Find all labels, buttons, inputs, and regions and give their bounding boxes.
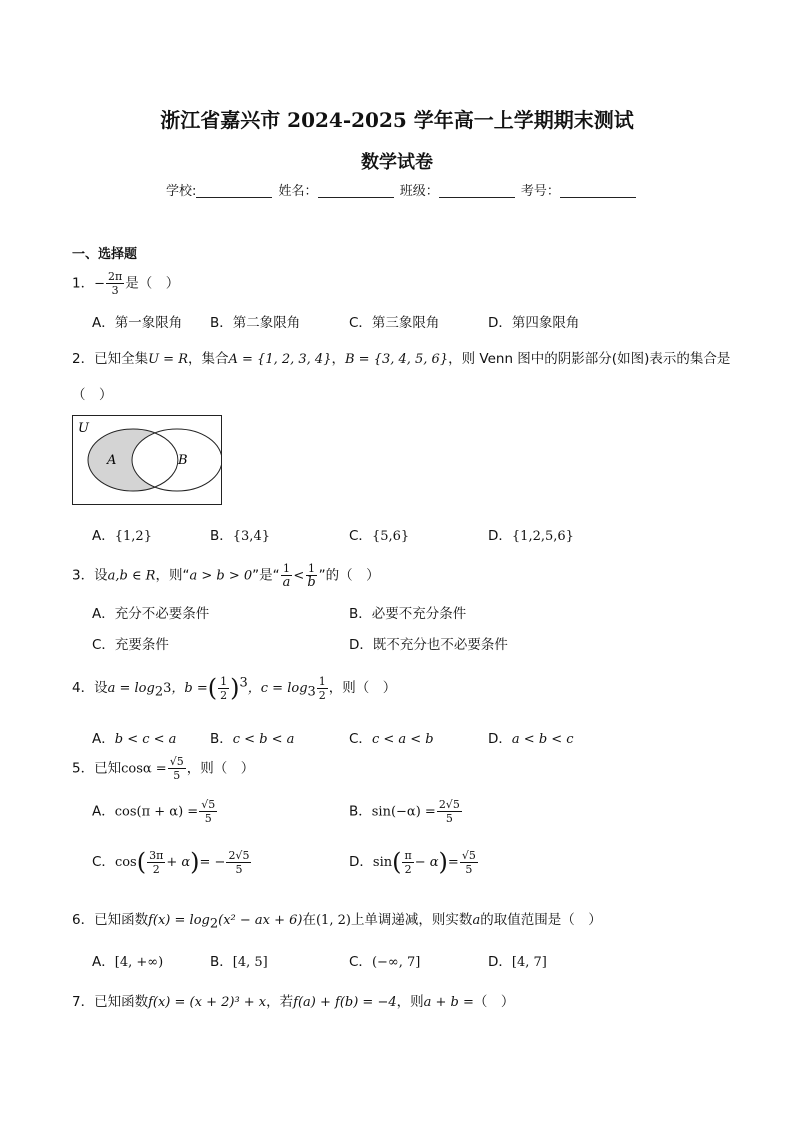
option-letter: B． (349, 803, 372, 820)
frac-num: 2√5 (228, 848, 250, 862)
log-base: 3 (307, 684, 316, 700)
math-universal-set: U = R (148, 352, 188, 367)
question-number: 7． (72, 994, 95, 1010)
frac-num: 1 (220, 674, 228, 688)
option-letter: A． (92, 954, 115, 970)
question-number: 3． (72, 567, 95, 584)
math-variable: a (472, 913, 481, 928)
fraction (106, 270, 124, 297)
option-letter: A． (92, 528, 115, 544)
option-value: {1,2} (114, 529, 152, 544)
option-letter: D． (488, 528, 512, 544)
stem-text: 已知函数 (94, 912, 149, 928)
stem-text: 已知函数 (94, 994, 149, 1010)
math-a-log: a = log (107, 681, 155, 696)
q5-option-c[interactable] (92, 848, 252, 876)
math-condition: f(a) + f(b) = −4 (293, 995, 397, 1010)
frac-den: b (307, 575, 316, 590)
class-label: 班级： (399, 184, 439, 199)
frac-den: 2 (152, 862, 160, 876)
right-paren: ) (190, 848, 200, 876)
fraction (218, 675, 229, 702)
q1-option-c[interactable]: C．第三象限角 (349, 315, 440, 331)
option-letter: B． (210, 731, 233, 747)
question-1-stem (72, 270, 179, 297)
q4-option-b[interactable] (210, 727, 294, 747)
question-number: 5． (72, 760, 95, 777)
stem-text: 上单调递减，则实数 (350, 912, 473, 928)
q2-option-a[interactable] (92, 524, 152, 544)
school-label: 学校: (166, 184, 197, 199)
question-4-stem (72, 674, 396, 702)
name-blank[interactable] (318, 183, 394, 198)
q2-option-d[interactable] (488, 524, 574, 544)
frac-num: 1 (307, 562, 315, 575)
right-paren: ) (438, 848, 448, 876)
math-expression: a + b = (423, 995, 474, 1010)
frac-den: 2 (404, 862, 412, 876)
option-expr: sin(−α) = (371, 804, 436, 820)
venn-label-u: U (78, 421, 89, 436)
option-expr: cos(π + α) = (114, 804, 199, 820)
log-argument: 3 (163, 681, 172, 696)
frac-num: √5 (169, 755, 184, 768)
frac-den: 5 (445, 812, 453, 825)
venn-label-b: B (178, 453, 188, 468)
minus-sign: − (94, 276, 105, 292)
left-paren: ( (136, 848, 147, 876)
option-letter: A． (92, 803, 115, 820)
q3-option-a[interactable]: A．充分不必要条件 (92, 606, 210, 622)
frac-den: a (282, 575, 291, 590)
q3-option-d[interactable]: D．既不充分也不必要条件 (349, 637, 508, 653)
log-argument: (x² − ax + 6) (218, 913, 303, 928)
option-expr: = − (199, 855, 226, 870)
math-function: f(x) = (x + 2)³ + x (148, 995, 267, 1010)
frac-num: 3π (149, 848, 164, 862)
math-interval: (1, 2) (315, 913, 351, 928)
frac-num: √5 (201, 798, 216, 811)
question-7-stem (72, 990, 514, 1010)
exam-no-label: 考号： (520, 184, 560, 199)
venn-svg (73, 416, 221, 504)
q4-option-c[interactable] (349, 727, 434, 747)
option-value: b < c < a (114, 732, 177, 747)
math-c-log: ，c = log (247, 681, 308, 696)
exam-title: 浙江省嘉兴市 2024-2025 学年高一上学期期末测试 (160, 108, 634, 132)
q6-option-c[interactable] (349, 950, 420, 970)
fraction (305, 562, 317, 589)
stem-text: ，则（ ） (186, 760, 255, 777)
question-6-stem (72, 908, 602, 932)
stem-text: 设 (94, 567, 108, 584)
q2-answer-paren: （ ） (72, 387, 113, 403)
frac-den: 5 (465, 862, 473, 876)
school-blank[interactable] (196, 183, 272, 198)
q5-option-b[interactable] (349, 798, 463, 825)
exponent: 3 (239, 675, 248, 691)
q6-option-d[interactable] (488, 950, 547, 970)
stem-text: ，则（ ） (328, 680, 397, 696)
math-condition: a > b > 0 (189, 568, 253, 584)
question-number: 6． (72, 912, 95, 928)
stem-text: 的取值范围是（ ） (480, 912, 602, 928)
q5-option-d[interactable] (349, 848, 479, 876)
math-set-a: A = {1, 2, 3, 4} (228, 352, 332, 367)
q3-option-c[interactable]: C．充要条件 (92, 637, 169, 653)
stem-text: ”是“ (252, 567, 280, 584)
option-expr: + α (166, 855, 191, 870)
stem-text: 是（ ） (125, 275, 180, 292)
option-value: c < a < b (371, 732, 434, 747)
venn-label-a: A (107, 453, 117, 468)
left-paren: ( (207, 674, 218, 702)
option-letter: B． (210, 528, 233, 544)
frac-den: 2 (220, 688, 228, 702)
q3-option-b[interactable]: B．必要不充分条件 (349, 606, 467, 622)
option-value: (−∞, 7] (371, 955, 421, 970)
option-letter: D． (488, 731, 512, 747)
frac-num: √5 (461, 848, 476, 862)
option-letter: B． (210, 954, 233, 970)
fraction (147, 849, 165, 876)
option-value: a < b < c (511, 732, 574, 747)
option-letter: D． (349, 854, 373, 870)
stem-text: 设 (94, 680, 108, 696)
name-label: 姓名： (278, 184, 318, 199)
math-cos-alpha: cosα = (121, 761, 167, 777)
q6-option-a[interactable] (92, 950, 163, 970)
fraction (460, 849, 478, 876)
question-5-stem (72, 755, 254, 782)
math-ab-real: a,b ∈ R (107, 568, 156, 584)
q4-option-d[interactable] (488, 727, 574, 747)
fraction (317, 675, 328, 702)
stem-text: 已知全集 (94, 351, 149, 367)
log-base: 2 (209, 916, 219, 932)
log-base: 2 (154, 684, 164, 700)
option-letter: A． (92, 731, 115, 747)
question-number: 1． (72, 275, 95, 292)
student-info-row (166, 180, 638, 199)
stem-text: （ ） (473, 994, 515, 1010)
option-expr: cos (114, 855, 137, 870)
frac-den: 5 (235, 862, 243, 876)
stem-text: ，集合 (188, 351, 229, 367)
set-b-circle (132, 429, 221, 491)
exam-subtitle: 数学试卷 (361, 152, 433, 173)
q1-option-d[interactable]: D．第四象限角 (488, 315, 580, 331)
stem-text: ， (331, 351, 345, 367)
class-blank[interactable] (439, 183, 515, 198)
less-than-sign: < (293, 568, 305, 584)
venn-diagram (72, 415, 222, 505)
math-function: f(x) = log (148, 913, 210, 928)
option-letter: D． (488, 954, 512, 970)
option-letter: C． (349, 528, 372, 544)
option-value: [4, 7] (511, 955, 547, 970)
frac-num: 1 (283, 562, 291, 575)
frac-num: 1 (318, 674, 326, 688)
option-value: {1,2,5,6} (511, 529, 574, 544)
math-set-b: B = {3, 4, 5, 6} (344, 352, 449, 367)
option-expr: − α (414, 855, 439, 870)
q2-option-b[interactable] (210, 524, 270, 544)
frac-den: 2 (318, 688, 326, 702)
math-b-def: ，b = (171, 681, 208, 696)
exam-no-blank[interactable] (560, 183, 636, 198)
option-letter: C． (349, 731, 372, 747)
q5-option-a[interactable] (92, 798, 218, 825)
right-paren: ) (230, 674, 240, 702)
stem-text: 已知 (94, 760, 122, 777)
frac-num: 2π (108, 270, 123, 283)
fraction (226, 849, 251, 876)
option-value: [4, 5] (232, 955, 268, 970)
stem-text: ，若 (266, 994, 294, 1010)
fraction (199, 798, 217, 825)
question-2-stem (72, 347, 730, 367)
section-title: 一、选择题 (72, 247, 138, 262)
fraction (168, 755, 186, 782)
option-expr: sin (372, 855, 393, 870)
stem-text: ，则“ (155, 567, 190, 584)
stem-text: ，则 Venn 图中的阴影部分(如图)表示的集合是 (448, 351, 731, 367)
option-letter: C． (349, 954, 372, 970)
frac-num: 2√5 (438, 798, 460, 811)
frac-den: 5 (204, 812, 212, 825)
left-paren: ( (392, 848, 402, 876)
fraction (437, 798, 462, 825)
question-number: 4． (72, 680, 95, 696)
q1-option-a[interactable]: A．第一象限角 (92, 315, 183, 331)
option-value: [4, +∞) (114, 955, 164, 970)
q4-option-a[interactable] (92, 727, 176, 747)
option-value: {3,4} (232, 529, 270, 544)
q2-option-c[interactable] (349, 524, 409, 544)
option-letter: C． (92, 854, 115, 870)
fraction (281, 562, 293, 589)
q1-option-b[interactable]: B．第二象限角 (210, 315, 301, 331)
option-value: {5,6} (371, 529, 410, 544)
stem-text: ”的（ ） (318, 567, 380, 584)
frac-num: π (404, 848, 412, 862)
question-number: 2． (72, 351, 95, 367)
stem-text: 在 (302, 912, 316, 928)
option-value: c < b < a (232, 732, 295, 747)
question-3-stem (72, 562, 380, 589)
frac-den: 3 (111, 284, 119, 297)
frac-den: 5 (173, 769, 181, 782)
option-expr: = (447, 855, 459, 870)
q6-option-b[interactable] (210, 950, 268, 970)
fraction (402, 849, 413, 876)
stem-text: ，则 (396, 994, 424, 1010)
